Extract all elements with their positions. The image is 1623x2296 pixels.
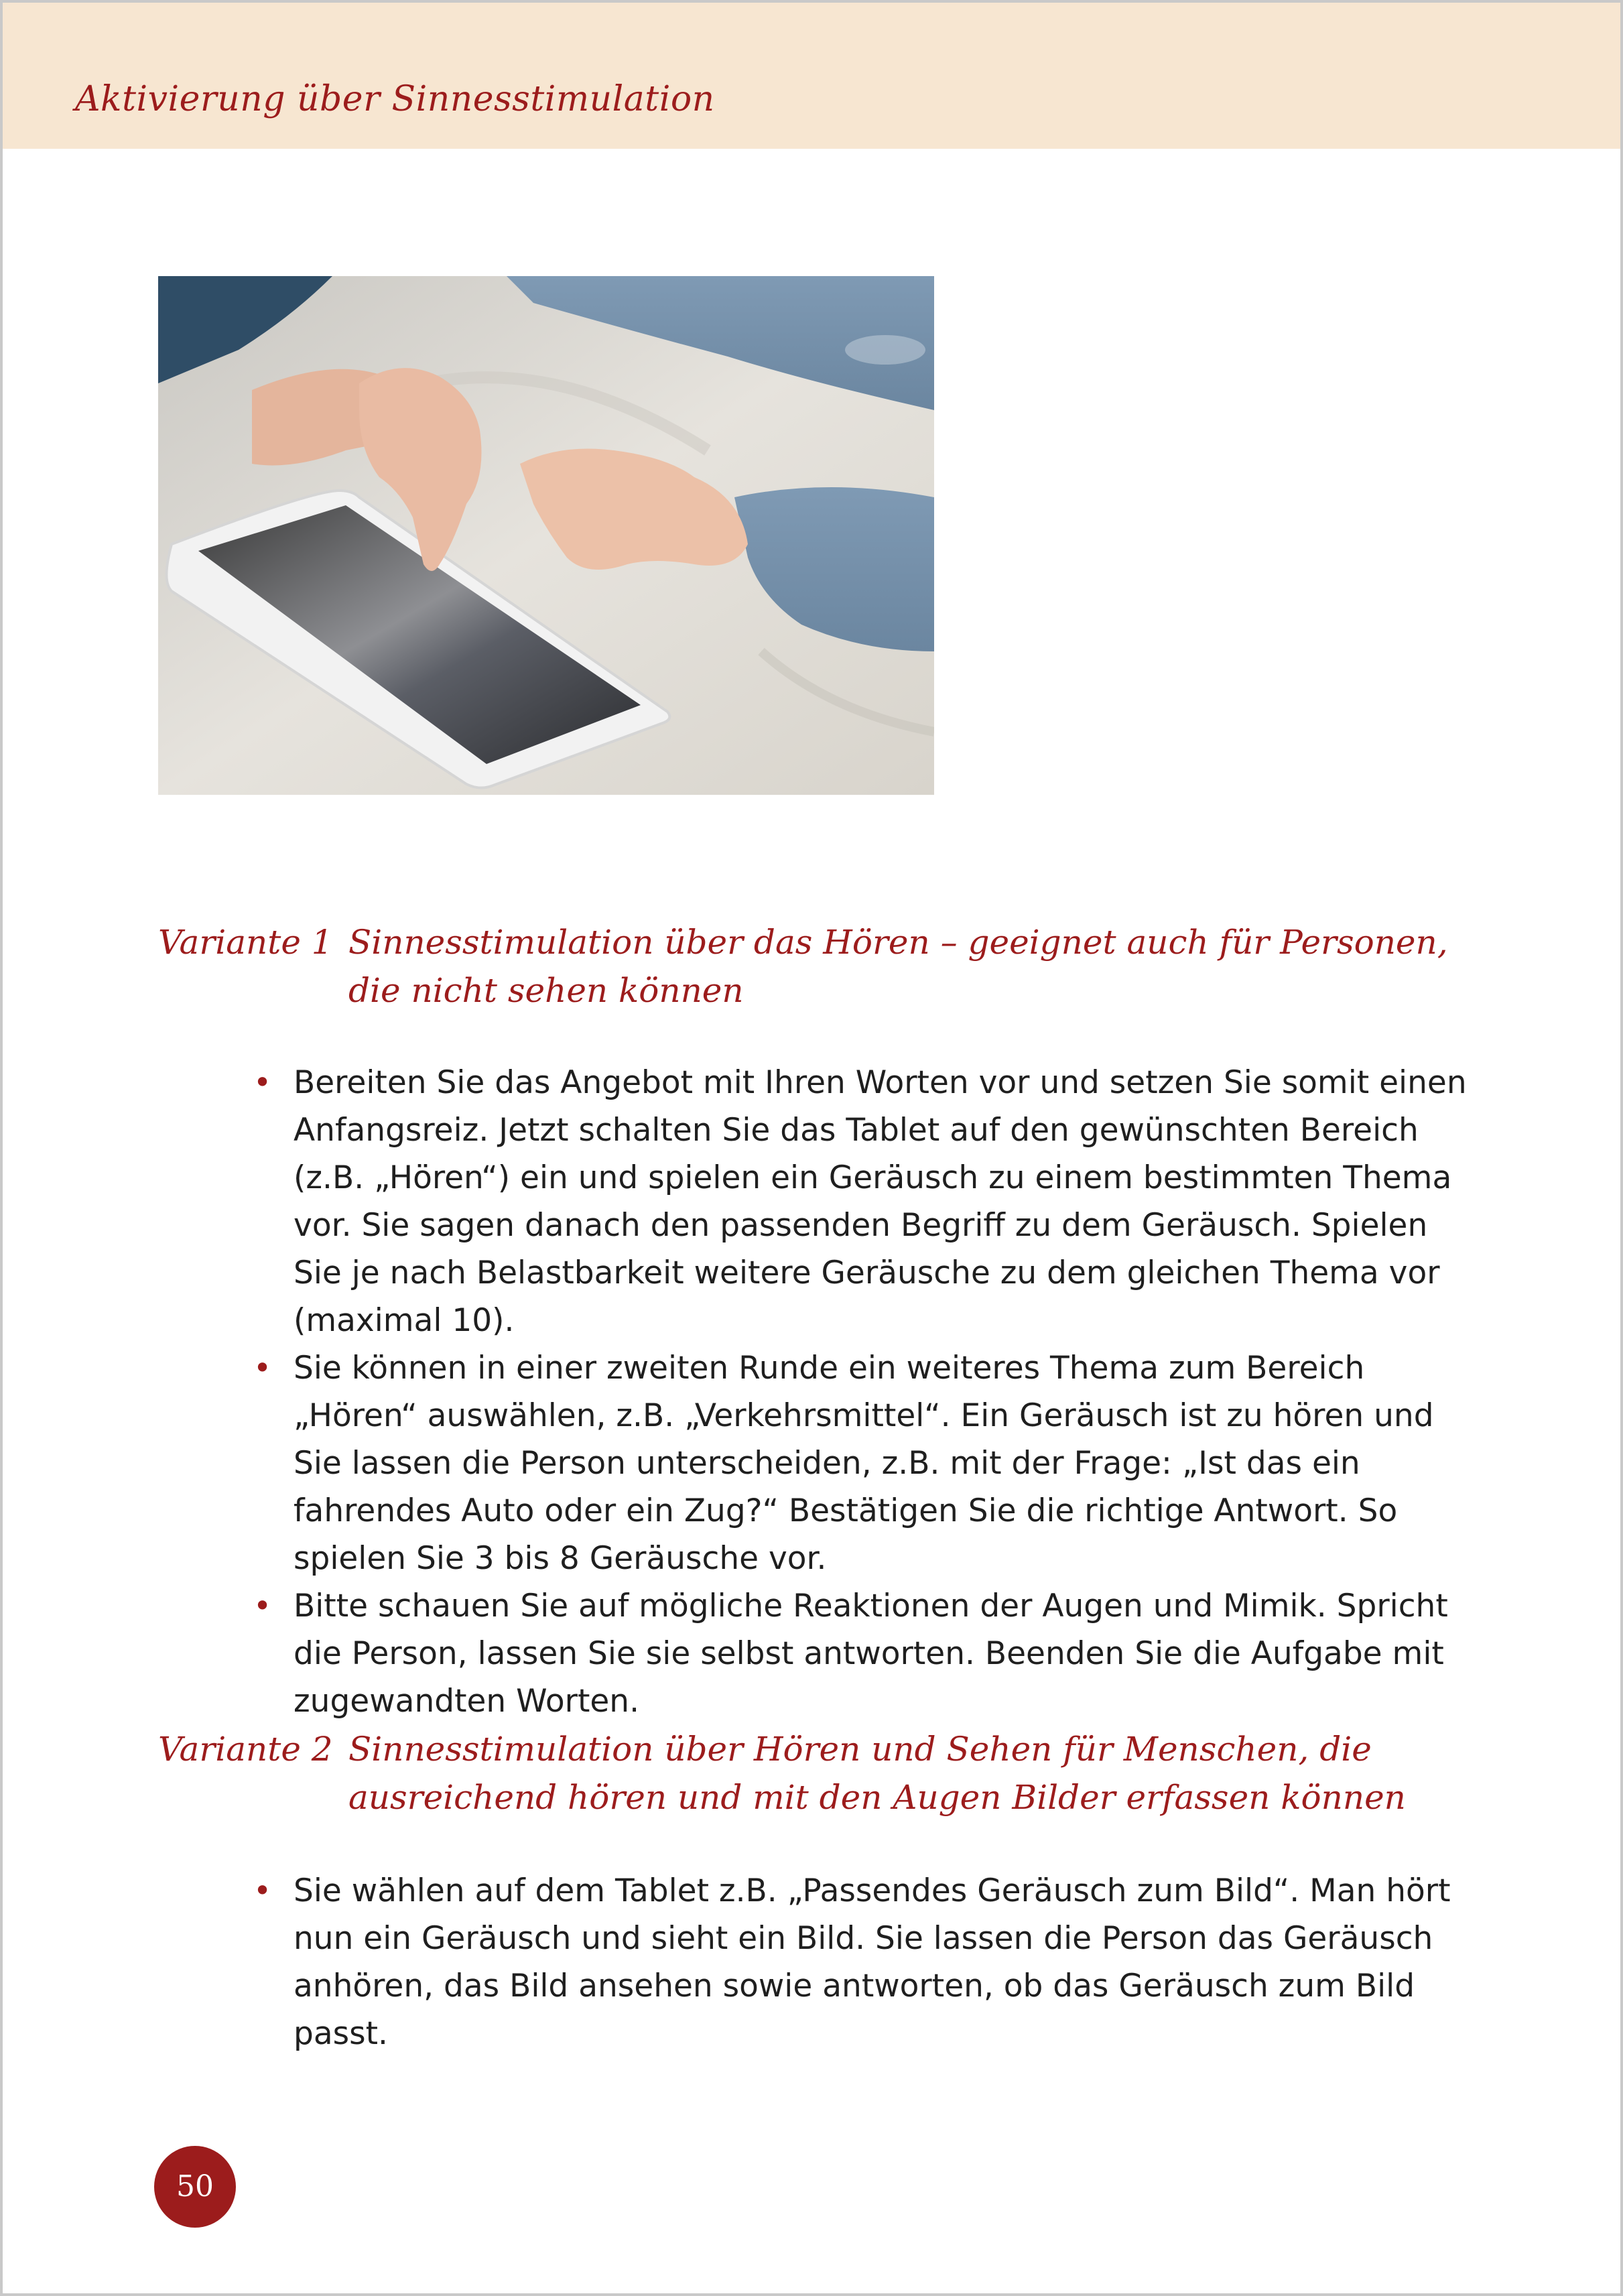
list-item — [249, 1582, 1476, 1725]
list-item — [249, 1344, 1476, 1582]
bullet-text: Bitte schauen Sie auf mögliche Reaktionen der Augen und Mimik. Spricht die Person, lassen Sie sie selbst antworten. Beenden Sie die Aufgabe mit zugewandten Worten. — [294, 1588, 1448, 1720]
variant-1-bullet-list — [249, 1059, 1476, 1725]
variant-2-bullet-list — [249, 1867, 1476, 2057]
page-number: 50 — [154, 2146, 236, 2228]
bullet-text: Sie wählen auf dem Tablet z.B. „Passendes Geräusch zum Bild“. Man hört nun ein Geräusch und sieht ein Bild. Sie lassen die Person das Geräusch anhören, das Bild ansehen sowie antworten, ob das Geräusch zum Bild passt. — [294, 1872, 1451, 2052]
variant-1-label: Variante 1 — [158, 923, 333, 962]
photo-hands-tablet — [158, 276, 934, 795]
header-band — [3, 3, 1620, 149]
bullet-icon: • — [253, 1064, 272, 1100]
bullet-text: Bereiten Sie das Angebot mit Ihren Worten vor und setzen Sie somit einen Anfangsreiz. Jetzt schalten Sie das Tablet auf den gewünschten Bereich (z.B. „Hören“) ein und spielen ein Geräusch zu einem bestimmten Thema vor. Sie sagen danach den passenden Begriff zu dem Geräusch. Spielen Sie je nach Belastbarkeit weitere Geräusche zu dem gleichen Thema vor (maximal 10). — [294, 1064, 1467, 1339]
variant-2-title: Sinnesstimulation über Hören und Sehen für Menschen, die ausreichend hören und mit den Augen Bilder erfassen können — [348, 1730, 1406, 1817]
bullet-icon: • — [253, 1872, 272, 1909]
bullet-icon: • — [253, 1350, 272, 1386]
list-item — [249, 1867, 1476, 2057]
bullet-icon: • — [253, 1588, 272, 1624]
variant-1-title: Sinnesstimulation über das Hören – geeignet auch für Personen, die nicht sehen können — [348, 923, 1448, 1010]
list-item — [249, 1059, 1476, 1344]
bullet-text: Sie können in einer zweiten Runde ein weiteres Thema zum Bereich „Hören“ auswählen, z.B. „Verkehrsmittel“. Ein Geräusch ist zu hören und Sie lassen die Person unterscheiden, z.B. mit der Frage: „Ist das ein fahrendes Auto oder ein Zug?“ Bestätigen Sie die richtige Antwort. So spielen Sie 3 bis 8 Geräusche vor. — [294, 1350, 1434, 1577]
running-header-title: Aktivierung über Sinnesstimulation — [75, 79, 715, 119]
variant-2-label: Variante 2 — [158, 1730, 333, 1769]
